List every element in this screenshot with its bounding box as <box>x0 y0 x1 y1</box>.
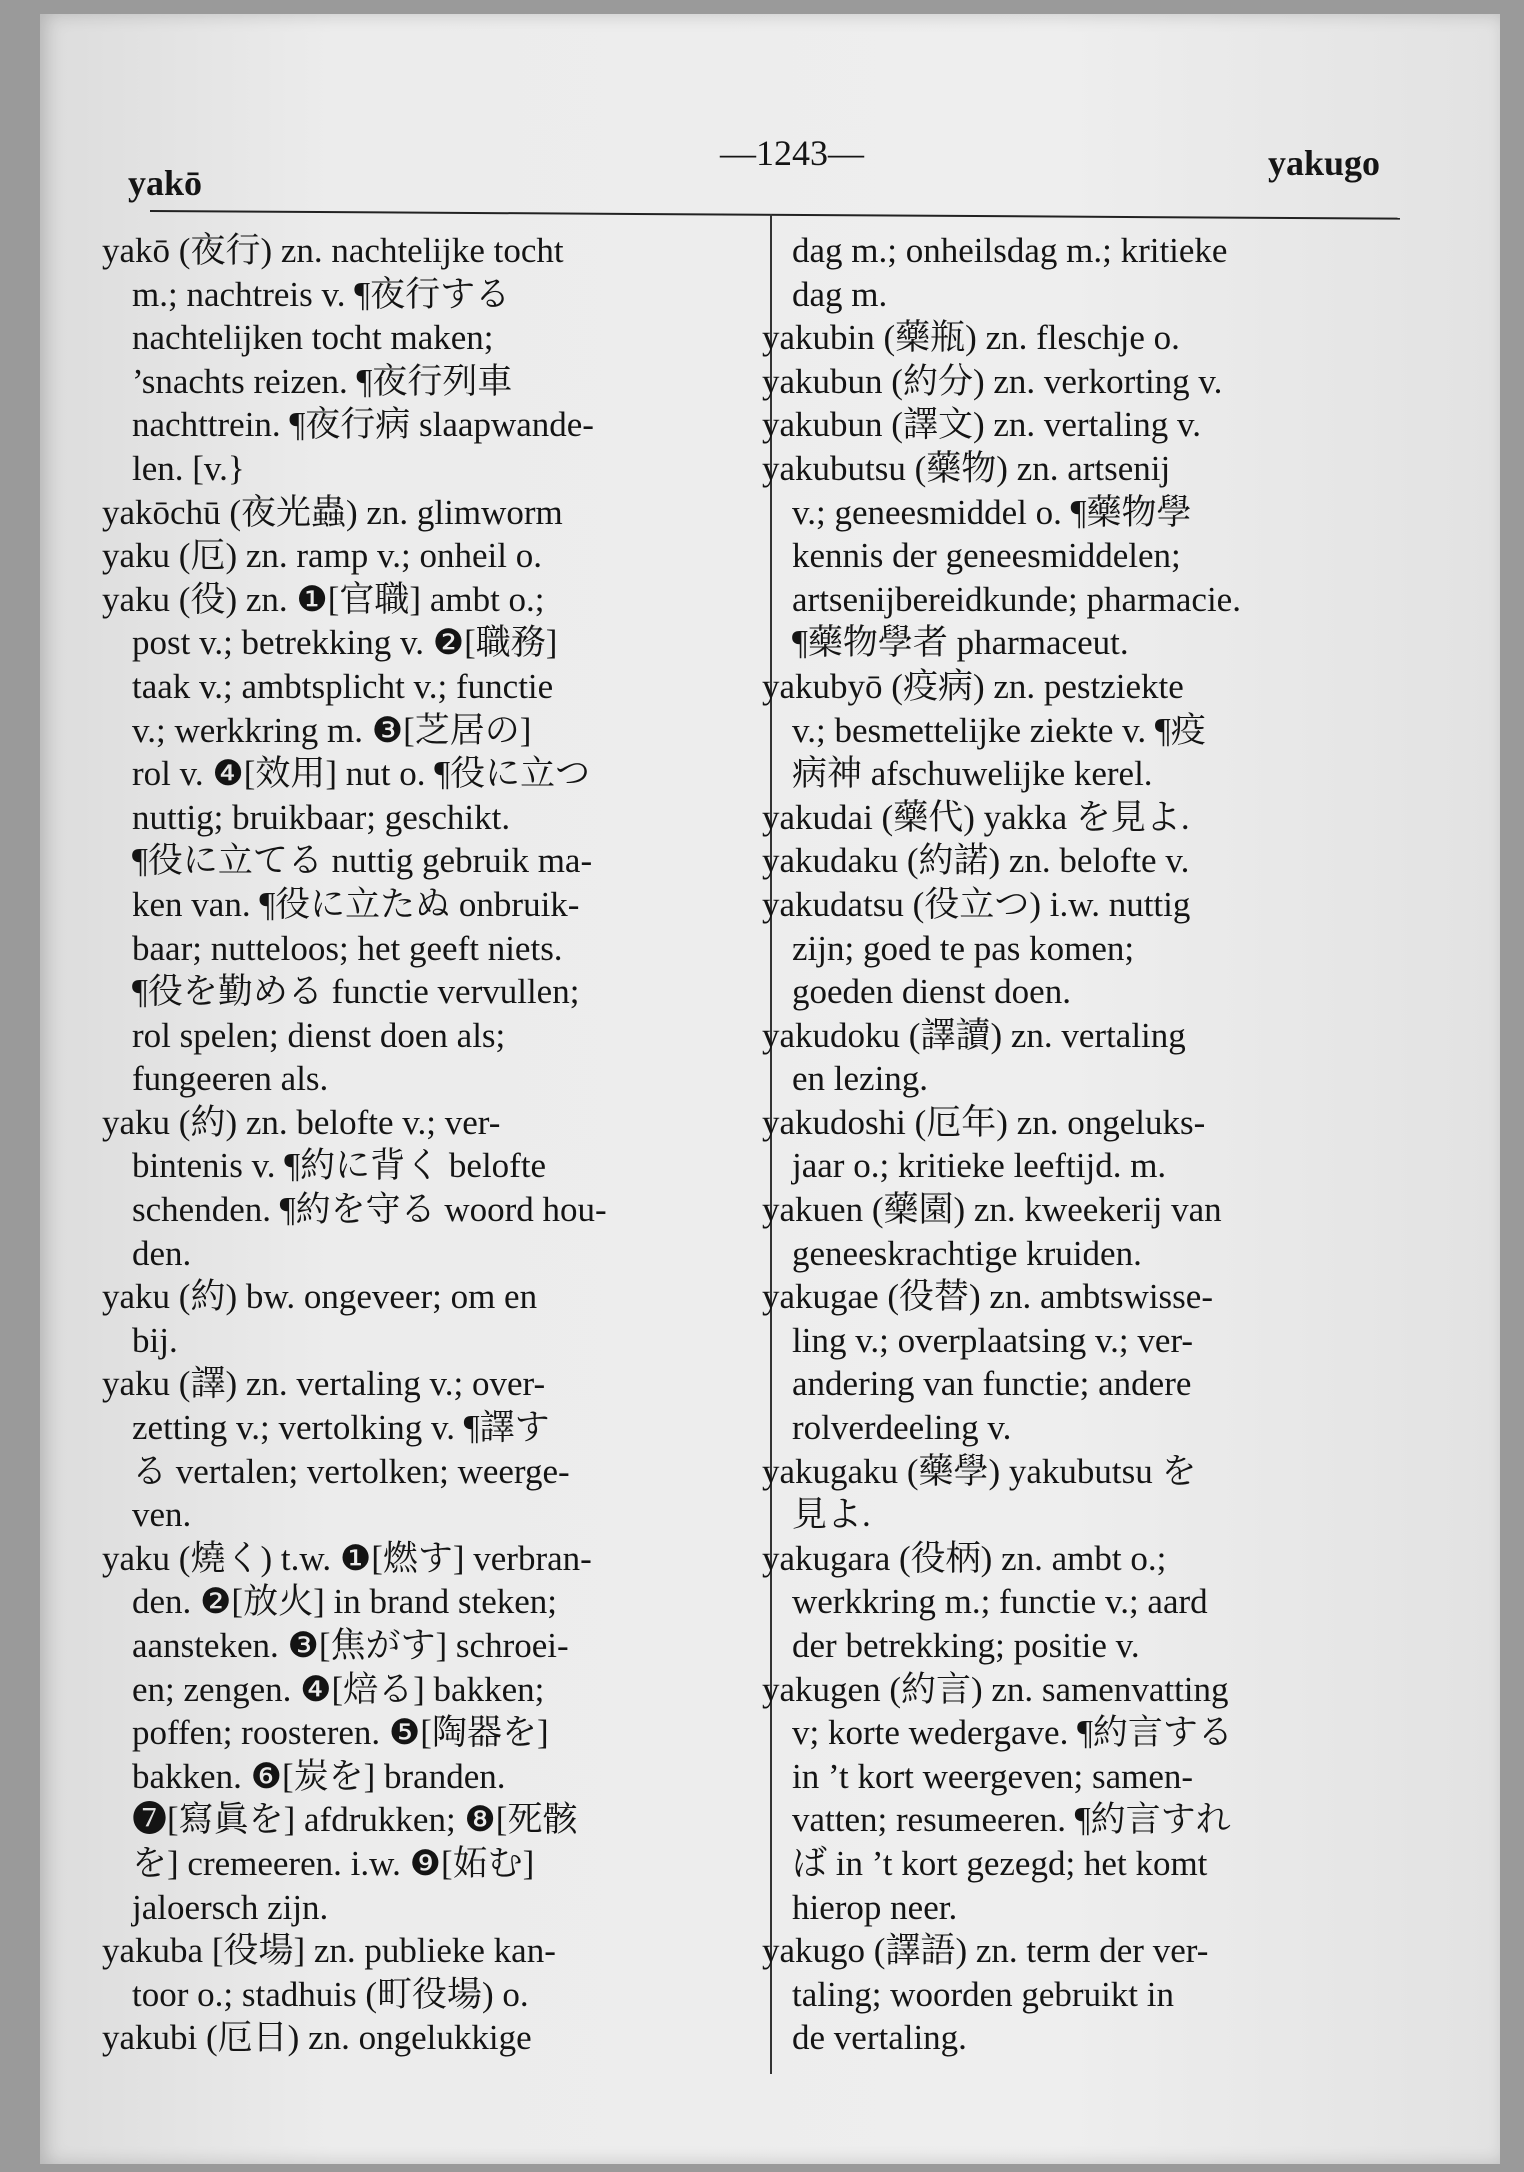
entry-continuation-line: を] cremeeren. i.w. ❾[妬む] <box>132 1843 535 1883</box>
left-column <box>102 229 750 2060</box>
entry-continuation-line: 見よ. <box>792 1495 871 1535</box>
entry-headword-line: yakubin (藥瓶) zn. fleschje o. <box>762 318 1180 358</box>
running-head <box>100 122 1380 203</box>
entry-continuation-line: taak v.; ambtsplicht v.; functie <box>132 666 554 706</box>
entry-continuation-line: rol v. ❹[效用] nut o. ¶役に立つ <box>132 754 591 794</box>
entry-headword-line: yakō (夜行) zn. nachtelijke tocht <box>102 231 564 270</box>
entry-headword-line: yakuba [役場] zn. publieke kan- <box>102 1931 556 1971</box>
entry-continuation-line: fungeeren als. <box>132 1059 329 1099</box>
entry-continuation-line: werkkring m.; functie v.; aard <box>792 1582 1208 1622</box>
entry-continuation-line: jaar o.; kritieke leeftijd. m. <box>792 1146 1167 1186</box>
right-column <box>762 229 1432 2060</box>
entry-headword-line: yakudoku (譯讀) zn. vertaling <box>762 1015 1186 1055</box>
entry-headword-line: yakōchū (夜光蟲) zn. glimworm <box>102 492 563 532</box>
entry-continuation-line: goeden dienst doen. <box>792 972 1071 1012</box>
entry-continuation-line: る vertalen; vertolken; weerge- <box>132 1451 570 1491</box>
entry-headword-line: yakugen (約言) zn. samenvatting <box>762 1669 1229 1709</box>
entry-continuation-line: zijn; goed te pas komen; <box>792 928 1135 968</box>
entry-headword-line: yaku (役) zn. ❶[官職] ambt o.; <box>102 579 545 619</box>
entry-continuation-line: geneeskrachtige kruiden. <box>792 1233 1142 1273</box>
entry-continuation-line: ば in ’t kort gezegd; het komt <box>792 1843 1208 1883</box>
entry-continuation-line: schenden. ¶約を守る woord hou- <box>132 1190 607 1230</box>
entry-headword-line: yakubun (譯文) zn. vertaling v. <box>762 405 1202 445</box>
page-number: —1243— <box>720 133 864 173</box>
entry-continuation-line: ling v.; overplaatsing v.; ver- <box>792 1320 1194 1360</box>
entry-continuation-line: in ’t kort weergeven; samen- <box>792 1756 1194 1796</box>
entry-headword-line: yakudatsu (役立つ) i.w. nuttig <box>762 884 1191 924</box>
entry-continuation-line: 病神 afschuwelijke kerel. <box>792 754 1153 794</box>
header-guide-word-left: yakō <box>128 163 203 203</box>
entry-continuation-line: bij. <box>132 1320 178 1360</box>
entry-continuation-line: ¶役を勤める functie vervullen; <box>132 972 580 1012</box>
entry-continuation-line: hierop neer. <box>792 1887 958 1927</box>
entry-headword-line: yakubun (約分) zn. verkorting v. <box>762 361 1223 401</box>
entry-continuation-line: rolverdeeling v. <box>792 1408 1012 1448</box>
entry-headword-line: yaku (譯) zn. vertaling v.; over- <box>102 1364 546 1404</box>
entry-continuation-line: toor o.; stadhuis (町役場) o. <box>132 1974 529 2014</box>
entry-continuation-line: aansteken. ❸[焦がす] schroei- <box>132 1626 569 1665</box>
entry-continuation-line: dag m.; onheilsdag m.; kritieke <box>792 231 1228 270</box>
entry-continuation-line: artsenijbereidkunde; pharmacie. <box>792 579 1241 619</box>
entry-headword-line: yakudai (藥代) yakka を見よ. <box>762 797 1190 837</box>
entry-continuation-line: m.; nachtreis v. ¶夜行する <box>132 274 511 314</box>
entry-continuation-line: den. ❷[放火] in brand steken; <box>132 1582 558 1622</box>
entry-continuation-line: ¶藥物學者 pharmaceut. <box>792 623 1129 663</box>
entry-continuation-line: bintenis v. ¶約に背く belofte <box>132 1146 547 1186</box>
entry-headword-line: yaku (燒く) t.w. ❶[燃す] verbran- <box>102 1538 592 1578</box>
entry-continuation-line: de vertaling. <box>792 2018 967 2058</box>
entry-continuation-line: ken van. ¶役に立たぬ onbruik- <box>132 884 580 924</box>
entry-continuation-line: andering van functie; andere <box>792 1364 1192 1404</box>
entry-headword-line: yaku (約) bw. ongeveer; om en <box>102 1277 538 1317</box>
entry-continuation-line: en lezing. <box>792 1059 929 1099</box>
entry-continuation-line: v.; besmettelijke ziekte v. ¶疫 <box>792 710 1206 750</box>
entry-continuation-line: nachttrein. ¶夜行病 slaapwande- <box>132 405 594 445</box>
entry-continuation-line: len. [v.} <box>132 448 245 488</box>
entry-continuation-line: ’snachts reizen. ¶夜行列車 <box>132 361 513 401</box>
entry-continuation-line: bakken. ❻[炭を] branden. <box>132 1756 506 1796</box>
entry-headword-line: yakugo (譯語) zn. term der ver- <box>762 1931 1209 1971</box>
entry-headword-line: yakubi (厄日) zn. ongelukkige <box>102 2018 532 2058</box>
entry-continuation-line: taling; woorden gebruikt in <box>792 1974 1175 2014</box>
entry-continuation-line: zetting v.; vertolking v. ¶譯す <box>132 1408 550 1448</box>
entry-continuation-line: jaloersch zijn. <box>132 1887 329 1927</box>
entry-continuation-line: ven. <box>132 1495 192 1535</box>
entry-continuation-line: v; korte wedergave. ¶約言する <box>792 1713 1233 1753</box>
entry-continuation-line: ¶役に立てる nuttig gebruik ma- <box>132 841 593 881</box>
entry-headword-line: yakugara (役柄) zn. ambt o.; <box>762 1538 1167 1578</box>
entry-continuation-line: den. <box>132 1233 192 1273</box>
entry-continuation-line: nuttig; bruikbaar; geschikt. <box>132 797 511 837</box>
entry-headword-line: yakugae (役替) zn. ambtswisse- <box>762 1277 1213 1317</box>
entry-headword-line: yaku (厄) zn. ramp v.; onheil o. <box>102 536 542 576</box>
dictionary-page <box>40 14 1500 2164</box>
entry-headword-line: yaku (約) zn. belofte v.; ver- <box>102 1102 501 1142</box>
entry-headword-line: yakugaku (藥學) yakubutsu を <box>762 1451 1197 1491</box>
entry-headword-line: yakuen (藥園) zn. kweekerij van <box>762 1190 1222 1230</box>
header-guide-word-right: yakugo <box>1267 143 1380 183</box>
entry-headword-line: yakudaku (約諾) zn. belofte v. <box>762 841 1190 881</box>
entry-continuation-line: v.; werkkring m. ❸[芝居の] <box>132 710 532 750</box>
entry-headword-line: yakubyō (疫病) zn. pestziekte <box>762 666 1184 706</box>
entry-continuation-line: ❼[寫眞を] afdrukken; ❽[死骸 <box>132 1800 578 1840</box>
entry-headword-line: yakudoshi (厄年) zn. ongeluks- <box>762 1102 1206 1142</box>
entry-headword-line: yakubutsu (藥物) zn. artsenij <box>762 448 1171 488</box>
entry-continuation-line: der betrekking; positie v. <box>792 1626 1140 1665</box>
entry-continuation-line: nachtelijken tocht maken; <box>132 318 494 358</box>
entry-continuation-line: dag m. <box>792 274 888 314</box>
header-rule <box>150 210 1400 220</box>
entry-continuation-line: baar; nutteloos; het geeft niets. <box>132 928 563 968</box>
entry-continuation-line: post v.; betrekking v. ❷[職務] <box>132 623 558 663</box>
entry-continuation-line: vatten; resumeeren. ¶約言すれ <box>792 1800 1231 1840</box>
entry-continuation-line: rol spelen; dienst doen als; <box>132 1015 506 1055</box>
entry-continuation-line: poffen; roosteren. ❺[陶器を] <box>132 1713 549 1753</box>
entry-continuation-line: en; zengen. ❹[焙る] bakken; <box>132 1669 545 1709</box>
entry-continuation-line: v.; geneesmiddel o. ¶藥物學 <box>792 492 1192 532</box>
entry-continuation-line: kennis der geneesmiddelen; <box>792 536 1181 576</box>
